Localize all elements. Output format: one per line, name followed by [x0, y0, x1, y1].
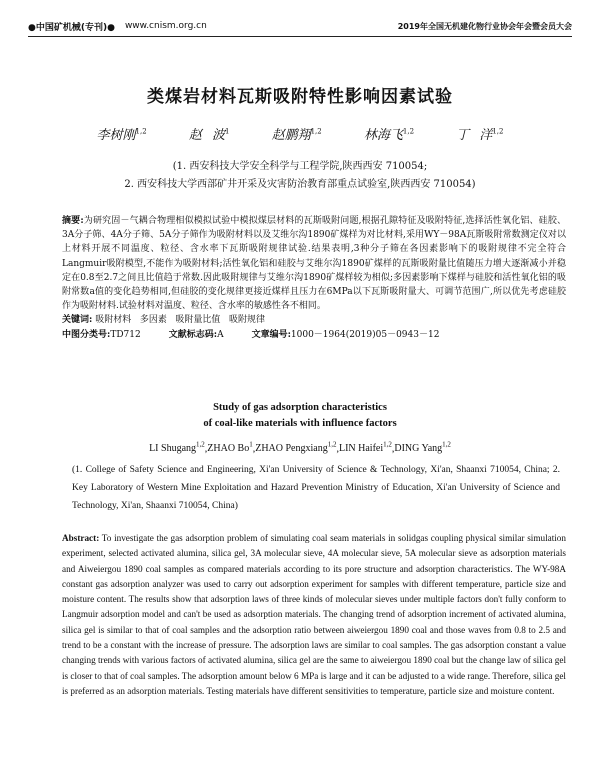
author-cn: 赵鹏翔$^{1,2}$: [271, 127, 322, 143]
authors-cn: [0, 124, 600, 143]
keyword: 吸附材料: [95, 315, 132, 326]
affiliation-cn-line: 2. 西安科技大学西部矿井开采及灾害防治教育部重点试验室,陕西西安 710054): [124, 179, 476, 190]
keywords-cn: [62, 313, 566, 327]
affiliation-cn-line: (1. 西安科技大学安全科学与工程学院,陕西西安 710054;: [172, 161, 428, 172]
keyword: 多因素: [139, 315, 167, 326]
article-id-label: 文章编号:: [251, 329, 291, 340]
abstract-en: [62, 531, 566, 699]
author-en: ZHAO Bo$^1$: [207, 441, 253, 455]
abstract-cn: [62, 214, 566, 342]
page-header: [28, 16, 572, 37]
title-en-line: of coal-like materials with influence factors: [203, 418, 397, 429]
abstract-en-label: Abstract:: [62, 533, 100, 543]
doc-code-value: A: [217, 329, 224, 340]
authors-en: LI Shugang$^{1,2}$,ZHAO Bo$^1$,ZHAO Pengxiang$^{1,2}$,LIN Haifei$^{1,2}$,DING Yang$^{1,2}$: [149, 441, 451, 455]
author-en: ZHAO Pengxiang$^{1,2}$: [255, 441, 337, 455]
abstract-cn-text: 为研究固－气耦合物理相似模拟试验中模拟煤层材料的瓦斯吸附问题,根据孔隙特征及吸附特征,选择活性氧化铝、硅胶、3A分子筛、4A分子筛、5A分子筛作为吸附材料以及艾维尔沟1890矿煤样为对比材料,采用WY－98A瓦斯吸附常数测定仪对以上材料开展不同温度、粒径、含水率下瓦斯吸附规律试验.结果表明,3种分子筛在各因素影响下的吸附规律不完全符合Langmuir吸附模型,不能作为吸附材料;活性氧化铝和硅胶与艾维尔沟1890矿煤样的瓦斯吸附量比值随压力增大逐渐减小并稳定在0.8至2.7之间且比值趋于常数.因此吸附规律与艾维尔沟1890矿煤样较为相似;多因素影响下煤样与硅胶和活性氧化铝的吸附常数a值的变化趋势相同,但硅胶的变化规律更接近煤样且压力在6MPa以下瓦斯吸附量大、可调节范围广,所以优先考虑硅胶作为吸附材料.试验材料对温度、粒径、含水率的敏感性各不相同。: [62, 216, 566, 312]
paper-title-en: [0, 400, 600, 432]
author-en: DING Yang$^{1,2}$: [394, 441, 451, 455]
journal-name: ●中国矿机械(专刊)●: [28, 22, 115, 33]
author-cn: 丁 洋$^{1,2}$: [456, 127, 504, 143]
author-en: LI Shugang$^{1,2}$: [149, 441, 205, 455]
author-en: LIN Haifei$^{1,2}$: [338, 441, 392, 455]
title-en-line: Study of gas adsorption characteristics: [213, 402, 387, 413]
doc-code-label: 文献标志码:: [168, 329, 218, 340]
clc-value: TD712: [110, 329, 141, 340]
keyword: 吸附量比值: [175, 315, 221, 326]
keyword: 吸附规律: [229, 315, 266, 326]
clc-label: 中图分类号:: [62, 329, 111, 340]
article-id-value: 1000－1964(2019)05－0943－12: [290, 329, 440, 340]
paper-title: 类煤岩材料瓦斯吸附特性影响因素试验: [147, 87, 453, 107]
abstract-cn-label: 摘要:: [62, 216, 84, 226]
journal-url[interactable]: www.cnism.org.cn: [124, 21, 207, 31]
affiliations-en: (1. College of Safety Science and Engineering, Xi'an University of Science & Technology, Xi'an, Shaanxi 710054, China; 2. Key Laboratory of Western Mine Exploitation and Hazard Prevention Ministry of Education, Xi'an University of Science and Technology, Xi'an, Shaanxi 710054, China): [72, 465, 560, 511]
author-cn: 赵 波$^1$: [188, 127, 230, 143]
keywords-cn-label: 关键词:: [62, 315, 93, 326]
classification-row: [62, 328, 566, 342]
conference-name: 2019年全国无机建化物行业协会年会暨会员大会: [397, 21, 572, 31]
author-cn: 李树刚$^{1,2}$: [96, 127, 147, 143]
affiliations-cn: [48, 158, 552, 194]
abstract-en-text: To investigate the gas adsorption problem of simulating coal seam materials in solidgas coupling physical similar simulation experiment, selected activated alumina, silica gel, 3A molecular sieve, 4A molecular sieve, 5A molecular sieve as adsorption materials and Aiweiergou 1890 coal samples as compared materials according to its pore structure and adsorption characteristics. The WY-98A constant gas adsorption analyzer was used to carry out adsorption experiment for samples with different temperature, particle size and moisture content. The results show that adsorption laws of three kinds of molecular sieves under multiple factors don't fully conform to Langmuir adsorption model and can't be used as adsorption materials. The changing trend of adsorption increment of activated alumina, silica gel is similar to that of coal samples and the adsorption ratio between aiweiergou 1890 coal and those waves from 0.8 to 2.5 and trend to be a constant with the increase of pressure. The adsorption laws are similar to coal samples. The gas adsorption constant a value changing trends with various factors of activated alumina, silica gel are the same to aiweiergou 1890 coal but the change law of silica gel is closer to that of coal samples. The adsorption amount below 6 MPa is large and it can be adjusted to a wide range. Therefore, silica gel is preferred as an adsorption materials. Testing materials have different sensitivities to temperature, particle size and moisture content.: [62, 533, 566, 696]
author-cn: 林海飞$^{1,2}$: [363, 127, 415, 143]
